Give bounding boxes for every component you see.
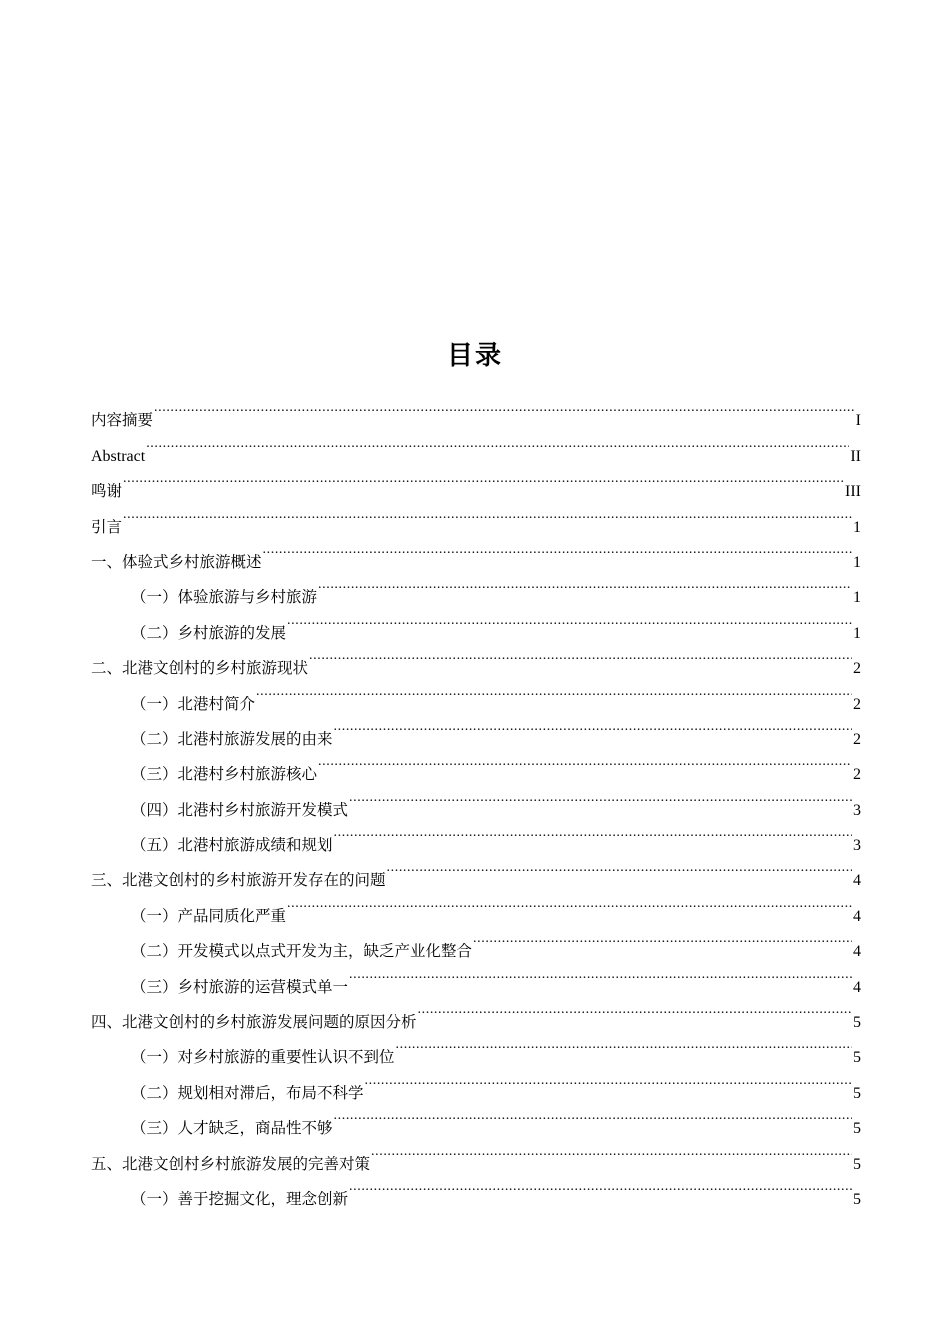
toc-dot-leader <box>349 956 852 991</box>
toc-entry-label: 四、北港文创村的乡村旅游发展问题的原因分析 <box>91 1013 417 1032</box>
toc-entry-page-number: 3 <box>853 837 861 855</box>
toc-dot-leader <box>318 567 852 602</box>
toc-entry-page-number: 2 <box>853 766 861 784</box>
toc-entry-page-number: 5 <box>853 1155 861 1173</box>
toc-dot-leader <box>334 1098 852 1133</box>
toc-entry[interactable] <box>91 496 861 536</box>
toc-entry-page-number: 5 <box>853 1014 861 1032</box>
toc-dot-leader <box>418 992 852 1027</box>
toc-entry-page-number: 1 <box>853 553 861 571</box>
toc-dot-leader <box>309 638 852 673</box>
toc-entry-page-number: 5 <box>853 1049 861 1067</box>
toc-entry[interactable] <box>91 461 861 501</box>
toc-dot-leader <box>371 1133 852 1168</box>
toc-dot-leader <box>287 602 852 637</box>
toc-dot-leader <box>146 425 849 460</box>
toc-entry[interactable] <box>91 532 861 571</box>
toc-dot-leader <box>123 461 844 496</box>
toc-title: 目录 <box>446 341 503 371</box>
toc-entry-page-number: I <box>855 412 861 430</box>
toc-entry-page-number: II <box>850 447 861 465</box>
toc-entry-label: （一）体验旅游与乡村旅游 <box>131 588 318 607</box>
toc-entry-page-number: 2 <box>853 695 861 713</box>
toc-entry-page-number: 1 <box>853 589 861 607</box>
toc-entry-label: （二）北港村旅游发展的由来 <box>131 729 333 748</box>
toc-entry-label: （三）乡村旅游的运营模式单一 <box>131 977 349 996</box>
toc-dot-leader <box>287 885 852 920</box>
toc-dot-leader <box>473 921 852 956</box>
toc-entry-label: （二）开发模式以点式开发为主，缺乏产业化整合 <box>131 942 473 961</box>
toc-entry-label: （一）北港村简介 <box>131 694 256 713</box>
toc-entry-page-number: 5 <box>853 1190 861 1208</box>
toc-entry-label: 鸣谢 <box>91 482 123 501</box>
toc-entry-label: 三、北港文创村的乡村旅游开发存在的问题 <box>91 871 386 890</box>
toc-entry-page-number: 1 <box>853 624 861 642</box>
toc-dot-leader <box>365 1062 852 1097</box>
toc-entry-label: Abstract <box>91 447 146 465</box>
toc-entry[interactable] <box>91 425 861 465</box>
toc-entry-page-number: 2 <box>853 660 861 678</box>
toc-entry[interactable] <box>91 390 861 430</box>
toc-entry-page-number: 5 <box>853 1120 861 1138</box>
toc-entry-page-number: 4 <box>853 872 861 890</box>
toc-dot-leader <box>256 673 852 708</box>
toc-entry-label: 引言 <box>91 517 123 536</box>
toc-entry-label: （三）人才缺乏，商品性不够 <box>131 1119 333 1138</box>
toc-dot-leader <box>349 779 852 814</box>
toc-entry-label: 五、北港文创村乡村旅游发展的完善对策 <box>91 1154 371 1173</box>
toc-dot-leader <box>334 709 852 744</box>
toc-dot-leader <box>318 744 852 779</box>
toc-entry-page-number: 3 <box>853 801 861 819</box>
toc-entry-page-number: III <box>845 483 861 501</box>
toc-entry-label: 内容摘要 <box>91 411 154 430</box>
toc-entry-label: （一）善于挖掘文化，理念创新 <box>131 1189 349 1208</box>
toc-entry-label: （五）北港村旅游成绩和规划 <box>131 836 333 855</box>
toc-entry-page-number: 2 <box>853 730 861 748</box>
toc-entry-page-number: 5 <box>853 1084 861 1102</box>
toc-entry-page-number: 4 <box>853 978 861 996</box>
toc-entry-page-number: 4 <box>853 907 861 925</box>
toc-entry-label: （二）乡村旅游的发展 <box>131 623 287 642</box>
toc-entry-page-number: 1 <box>853 518 861 536</box>
toc-entry-label: （一）对乡村旅游的重要性认识不到位 <box>131 1048 395 1067</box>
toc-dot-leader <box>334 815 852 850</box>
toc-entry-label: （一）产品同质化严重 <box>131 906 287 925</box>
toc-entry-label: （四）北港村乡村旅游开发模式 <box>131 800 349 819</box>
toc-dot-leader <box>154 390 855 425</box>
toc-dot-leader <box>387 850 852 885</box>
toc-dot-leader <box>263 532 852 567</box>
toc-dot-leader <box>396 1027 852 1062</box>
toc-entry-label: 一、体验式乡村旅游概述 <box>91 552 262 571</box>
toc-dot-leader <box>349 1169 852 1204</box>
table-of-contents <box>91 390 861 1208</box>
toc-dot-leader <box>123 496 852 531</box>
toc-entry-label: （二）规划相对滞后，布局不科学 <box>131 1083 364 1102</box>
toc-entry-label: （三）北港村乡村旅游核心 <box>131 765 318 784</box>
toc-entry-label: 二、北港文创村的乡村旅游现状 <box>91 659 309 678</box>
toc-entry-page-number: 4 <box>853 943 861 961</box>
